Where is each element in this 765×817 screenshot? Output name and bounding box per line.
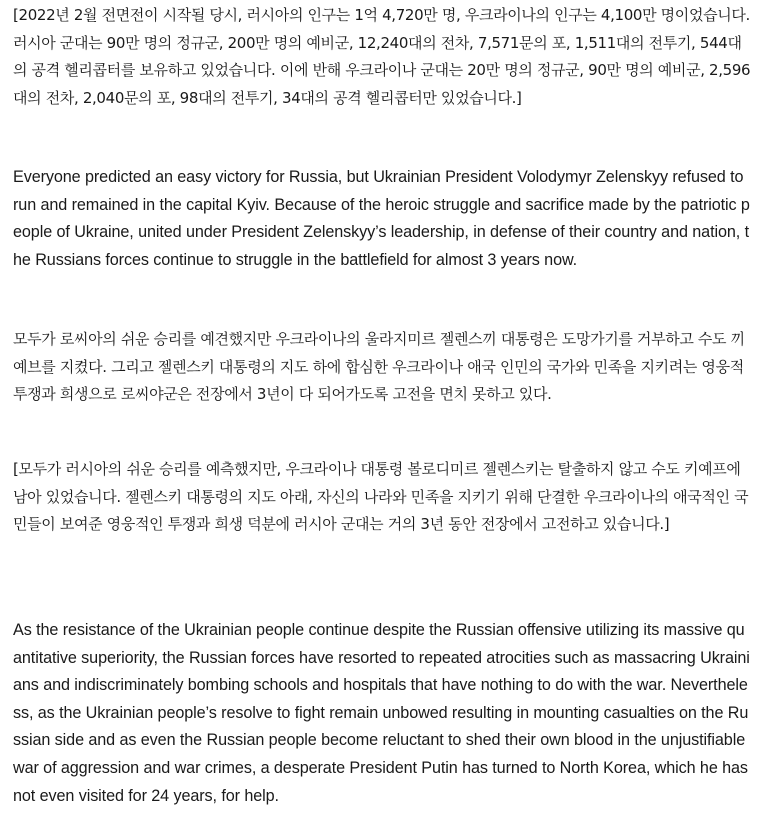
paragraph-english-resistance: As the resistance of the Ukrainian people continue despite the Russian offensive utilizing its massive quantitative superiority, the Russian forces have resorted to repeated atrocities such as massacring Ukrainians and indiscriminately bombing schools and hospitals that have nothing to do with the war. Nevertheless, as the Ukrainian people’s resolve to fight remain unbowed resulting in mounting casualties on the Russian side and as even the Russian people become reluctant to shed their own blood in the unjustifiable war of aggression and war crimes, a desperate President Putin has turned to North Korea, which he has not even visited for 24 years, for help. [13, 621, 750, 805]
paragraph-korean-easy-victory: 모두가 로씨아의 쉬운 승리를 예견했지만 우크라이나의 울라지미르 젤렌스끼 대통령은 도망가기를 거부하고 수도 끼예브를 지켰다. 그리고 젤렌스키 대통령의 지도 하에 합심한 우크라이나 애국 인민의 국가와 민족을 지키려는 영웅적 투쟁과 희생으로 로씨야군은 전장에서 3년이 다 되어가도록 고전을 면치 못하고 있다. [13, 330, 745, 404]
paragraph-korean-figures: [2022년 2월 전면전이 시작될 당시, 러시아의 인구는 1억 4,720만 명, 우크라이나의 인구는 4,100만 명이었습니다. 러시아 군대는 90만 명의 정규군, 200만 명의 예비군, 12,240대의 전차, 7,571문의 포, 1,511대의 전투기, 544대의 공격 헬리콥터를 보유하고 있었습니다. 이에 반해 우크라이나 군대는 20만 명의 정규군, 90만 명의 예비군, 2,596대의 전차, 2,040문의 포, 98대의 전투기, 34대의 공격 헬리콥터만 있었습니다.] [13, 6, 751, 107]
paragraph-english-easy-victory: Everyone predicted an easy victory for Russia, but Ukrainian President Volodymyr Zelenskyy refused to run and remained in the capital Kyiv. Because of the heroic struggle and sacrifice made by the patriotic people of Ukraine, united under President Zelenskyy’s leadership, in defense of their country and nation, the Russians forces continue to struggle in the battlefield for almost 3 years now. [13, 168, 750, 269]
paragraph-korean-easy-victory-bracketed: [모두가 러시아의 쉬운 승리를 예측했지만, 우크라이나 대통령 볼로디미르 젤렌스키는 탈출하지 않고 수도 키예프에 남아 있었습니다. 젤렌스키 대통령의 지도 아래, 자신의 나라와 민족을 지키기 위해 단결한 우크라이나의 애국적인 국민들이 보여준 영웅적인 투쟁과 희생 덕분에 러시아 군대는 거의 3년 동안 전장에서 고전하고 있습니다.] [13, 460, 749, 534]
